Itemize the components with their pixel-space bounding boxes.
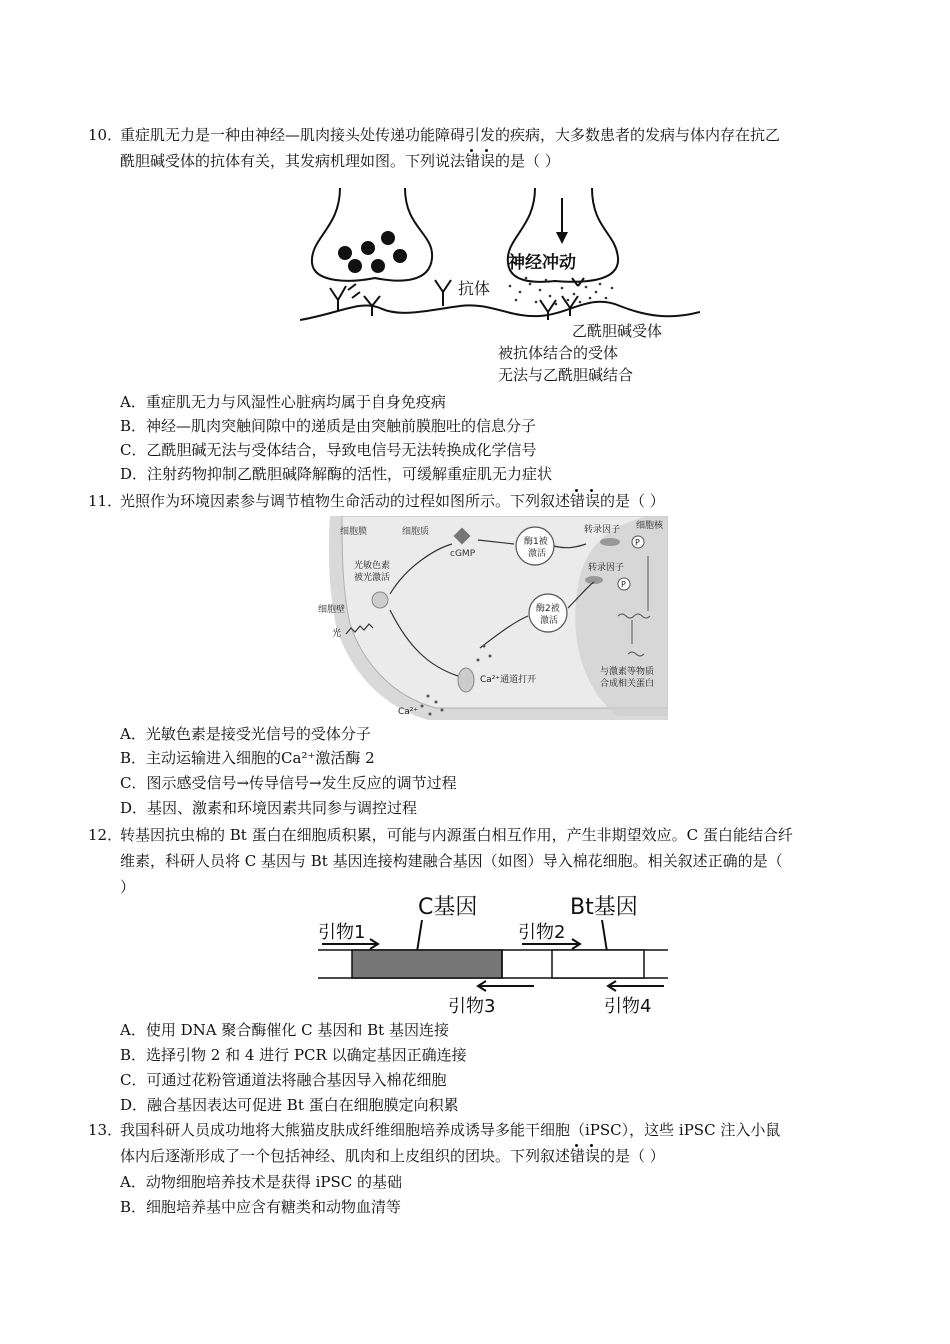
product-label: 与激素等物质 bbox=[600, 667, 655, 677]
cgmp-label: cGMP bbox=[450, 549, 476, 559]
emphasis-text: 错误 bbox=[465, 152, 496, 170]
transcription-factor-icon bbox=[585, 576, 603, 584]
stem-line bbox=[120, 1143, 868, 1169]
option-c: C．乙酰胆碱无法与受体结合，导致电信号无法转换成化学信号 bbox=[120, 441, 537, 459]
phosphate-label: P bbox=[635, 538, 640, 547]
receptor-label: 乙酰胆碱受体 bbox=[572, 322, 663, 340]
stem-line bbox=[120, 148, 868, 174]
option-d: D．注射药物抑制乙酰胆碱降解酶的活性，可缓解重症肌无力症状 bbox=[120, 465, 553, 483]
transcription-factor-icon bbox=[600, 538, 620, 546]
question-number: 11． bbox=[88, 492, 123, 510]
c-gene-label: C基因 bbox=[418, 895, 478, 920]
question-10 bbox=[88, 122, 868, 174]
question-stem bbox=[120, 488, 868, 514]
nucleus-label: 细胞核 bbox=[636, 521, 664, 531]
phytochrome-label: 光敏色素 bbox=[354, 561, 391, 571]
stem-text: 的是（ ） bbox=[495, 152, 560, 170]
ca-channel-label: Ca²⁺通道打开 bbox=[480, 675, 537, 685]
stem-text: 的是（ ） bbox=[600, 1147, 665, 1165]
question-11 bbox=[88, 488, 868, 514]
enzyme2-label: 酶2被 bbox=[536, 604, 560, 614]
option-b: B．细胞培养基中应含有糖类和动物血清等 bbox=[120, 1198, 402, 1216]
enzyme1-label: 酶1被 bbox=[524, 537, 548, 547]
synapse-figure bbox=[300, 188, 700, 388]
tf-label: 转录因子 bbox=[584, 525, 621, 535]
stem-line: ） bbox=[120, 878, 136, 896]
emphasis-text: 错误 bbox=[570, 492, 601, 510]
stem-text: 酰胆碱受体的抗体有关，其发病机理如图。下列说法 bbox=[120, 152, 466, 170]
question-number: 13． bbox=[88, 1121, 123, 1139]
bt-gene-segment bbox=[552, 950, 644, 978]
stem-text: 光照作为环境因素参与调节植物生命活动的过程如图所示。下列叙述 bbox=[120, 492, 571, 510]
option-d: D．基因、激素和环境因素共同参与调控过程 bbox=[120, 799, 418, 817]
stem-line: 转基因抗虫棉的 Bt 蛋白在细胞质积累，可能与内源蛋白相互作用，产生非期望效应。C 蛋白能结合纤 bbox=[120, 826, 793, 844]
question-number: 12． bbox=[88, 826, 123, 844]
enzyme2-label: 激活 bbox=[540, 616, 559, 626]
primer2-label: 引物2 bbox=[518, 922, 566, 943]
ca-channel-icon bbox=[458, 668, 474, 692]
option-a: A．光敏色素是接受光信号的受体分子 bbox=[120, 725, 371, 743]
fusion-gene-figure bbox=[318, 888, 674, 1020]
ca-label: Ca²⁺ bbox=[398, 707, 419, 717]
question-stem bbox=[120, 122, 868, 174]
phytochrome-label: 被光激活 bbox=[354, 573, 391, 583]
question-13 bbox=[88, 1117, 868, 1169]
option-d: D．融合基因表达可促进 Bt 蛋白在细胞膜定向积累 bbox=[120, 1096, 459, 1114]
product-label: 合成相关蛋白 bbox=[600, 679, 655, 689]
primer4-label: 引物4 bbox=[604, 996, 652, 1017]
cellwall-label: 细胞壁 bbox=[318, 605, 346, 615]
option-c: C．图示感受信号→传导信号→发生反应的调节过程 bbox=[120, 774, 457, 792]
option-a: A．动物细胞培养技术是获得 iPSC 的基础 bbox=[120, 1173, 403, 1191]
option-c: C．可通过花粉管通道法将融合基因导入棉花细胞 bbox=[120, 1071, 447, 1089]
enzyme1-label: 激活 bbox=[528, 549, 547, 559]
c-gene-segment bbox=[352, 950, 502, 978]
tf-label: 转录因子 bbox=[588, 563, 625, 573]
membrane-label: 细胞膜 bbox=[340, 527, 368, 537]
stem-text: 的是（ ） bbox=[600, 492, 665, 510]
option-b: B．选择引物 2 和 4 进行 PCR 以确定基因正确连接 bbox=[120, 1046, 467, 1064]
cytoplasm-label: 细胞质 bbox=[402, 527, 430, 537]
option-a: A．使用 DNA 聚合酶催化 C 基因和 Bt 基因连接 bbox=[120, 1021, 449, 1039]
dna-strand bbox=[318, 950, 668, 978]
light-label: 光 bbox=[332, 629, 342, 639]
stem-line: 重症肌无力是一种由神经—肌肉接头处传递功能障碍引发的疾病，大多数患者的发病与体内存在抗乙 bbox=[120, 126, 781, 144]
bound-receptor-label: 无法与乙酰胆碱结合 bbox=[498, 366, 634, 384]
bt-gene-label: Bt基因 bbox=[570, 895, 638, 920]
stem-text: 体内后逐渐形成了一个包括神经、肌肉和上皮组织的团块。下列叙述 bbox=[120, 1147, 571, 1165]
antibody-label: 抗体 bbox=[458, 279, 491, 298]
light-signaling-figure bbox=[318, 516, 668, 720]
bound-receptor-label: 被抗体结合的受体 bbox=[498, 344, 619, 362]
option-b: B．主动运输进入细胞的Ca²⁺激活酶 2 bbox=[120, 749, 375, 767]
question-number: 10． bbox=[88, 126, 123, 144]
phosphate-label: P bbox=[621, 580, 626, 589]
option-b: B．神经—肌肉突触间隙中的递质是由突触前膜胞吐的信息分子 bbox=[120, 417, 537, 435]
question-stem bbox=[120, 1117, 868, 1169]
primer1-label: 引物1 bbox=[318, 922, 366, 943]
phytochrome-icon bbox=[372, 592, 388, 608]
option-a: A．重症肌无力与风湿性心脏病均属于自身免疫病 bbox=[120, 393, 446, 411]
stem-line: 我国科研人员成功地将大熊猫皮肤成纤维细胞培养成诱导多能干细胞（iPSC），这些 iPSC 注入小鼠 bbox=[120, 1121, 781, 1139]
primer3-label: 引物3 bbox=[448, 996, 496, 1017]
stem-line: 维素，科研人员将 C 基因与 Bt 基因连接构建融合基因（如图）导入棉花细胞。相关叙述正确的是（ bbox=[120, 852, 783, 870]
stem-line bbox=[120, 488, 868, 514]
impulse-label: 神经冲动 bbox=[508, 253, 576, 273]
emphasis-text: 错误 bbox=[570, 1147, 601, 1165]
